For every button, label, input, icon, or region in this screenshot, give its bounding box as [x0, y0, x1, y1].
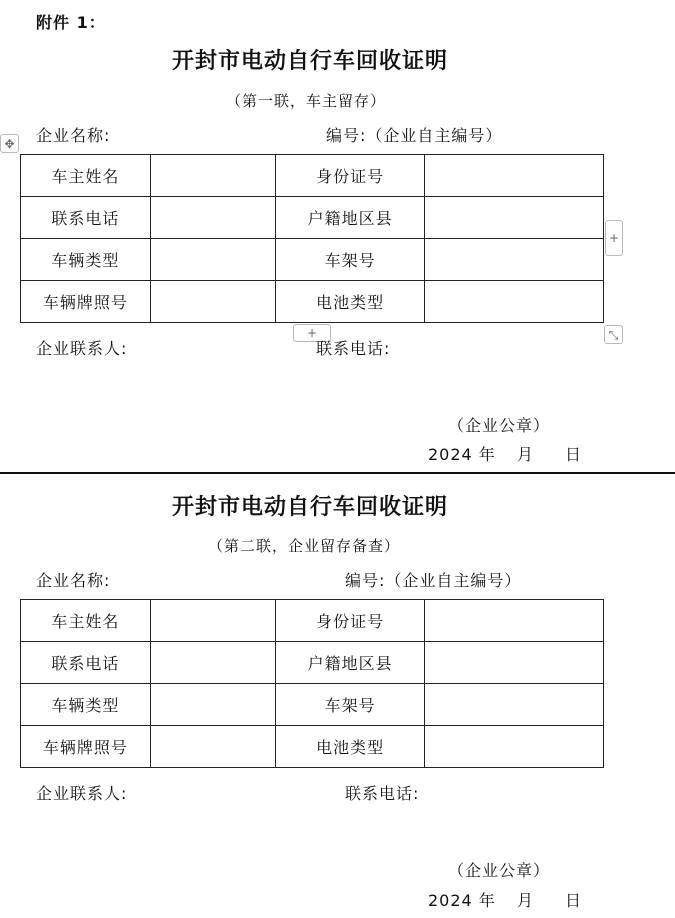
table-row	[21, 239, 604, 281]
form-1-date-year: 2024 年	[428, 445, 496, 464]
field-label: 车架号	[276, 684, 425, 726]
field-value-cell[interactable]	[150, 642, 276, 684]
form-2-phone-label: 联系电话:	[345, 784, 420, 803]
form-1-phone-label: 联系电话:	[316, 339, 391, 358]
attachment-label: 附件 1：	[36, 13, 106, 32]
table-resize-handle-icon[interactable]: ⤡	[604, 325, 623, 344]
form-1-date-day: 日	[565, 445, 583, 464]
field-value-cell[interactable]	[150, 726, 276, 768]
table-row	[21, 600, 604, 642]
add-column-button[interactable]: +	[605, 220, 623, 256]
form-2-seal-label: （企业公章）	[448, 861, 551, 880]
field-value-cell[interactable]	[150, 239, 276, 281]
field-label: 电池类型	[276, 726, 425, 768]
field-label: 车辆类型	[21, 239, 151, 281]
field-value-cell[interactable]	[150, 600, 276, 642]
field-label: 户籍地区县	[276, 197, 425, 239]
form-1-contact-label: 企业联系人:	[36, 339, 128, 358]
field-value-cell[interactable]	[425, 600, 604, 642]
field-value-cell[interactable]	[150, 684, 276, 726]
field-label: 联系电话	[21, 197, 151, 239]
form-1-serial-label: 编号:（企业自主编号）	[326, 126, 503, 145]
field-label: 车辆牌照号	[21, 281, 151, 323]
add-row-button[interactable]: +	[293, 324, 331, 342]
field-value-cell[interactable]	[425, 642, 604, 684]
field-value-cell[interactable]	[425, 281, 604, 323]
field-value-cell[interactable]	[150, 197, 276, 239]
form-2-serial-label: 编号:（企业自主编号）	[345, 571, 522, 590]
form-1-table	[20, 154, 604, 323]
page-separator	[0, 472, 675, 474]
form-2-subtitle: （第二联，企业留存备查）	[208, 537, 401, 555]
form-2-contact-label: 企业联系人:	[36, 784, 128, 803]
form-1-subtitle: （第一联，车主留存）	[226, 92, 387, 110]
field-value-cell[interactable]	[150, 281, 276, 323]
field-value-cell[interactable]	[425, 239, 604, 281]
field-label: 车辆牌照号	[21, 726, 151, 768]
form-1-title: 开封市电动自行车回收证明	[171, 48, 448, 74]
field-label: 车架号	[276, 239, 425, 281]
field-value-cell[interactable]	[425, 155, 604, 197]
field-value-cell[interactable]	[425, 197, 604, 239]
form-2-company-name-label: 企业名称:	[36, 571, 111, 590]
field-label: 电池类型	[276, 281, 425, 323]
field-label: 户籍地区县	[276, 642, 425, 684]
field-label: 车主姓名	[21, 155, 151, 197]
field-value-cell[interactable]	[425, 684, 604, 726]
table-row	[21, 155, 604, 197]
field-label: 车主姓名	[21, 600, 151, 642]
field-value-cell[interactable]	[150, 155, 276, 197]
form-2-title: 开封市电动自行车回收证明	[171, 494, 448, 520]
table-row	[21, 726, 604, 768]
table-row	[21, 684, 604, 726]
table-move-handle-icon[interactable]: ✥	[0, 134, 19, 153]
form-1-date-month: 月	[517, 445, 535, 464]
field-value-cell[interactable]	[425, 726, 604, 768]
form-1-company-name-label: 企业名称:	[36, 126, 111, 145]
form-1-seal-label: （企业公章）	[448, 416, 551, 435]
table-row	[21, 281, 604, 323]
field-label: 身份证号	[276, 155, 425, 197]
table-row	[21, 197, 604, 239]
form-2-date-day: 日	[565, 891, 583, 910]
field-label: 身份证号	[276, 600, 425, 642]
table-row	[21, 642, 604, 684]
form-2-date-month: 月	[517, 891, 535, 910]
form-2-date-year: 2024 年	[428, 891, 496, 910]
field-label: 联系电话	[21, 642, 151, 684]
field-label: 车辆类型	[21, 684, 151, 726]
form-2-table	[20, 599, 604, 768]
